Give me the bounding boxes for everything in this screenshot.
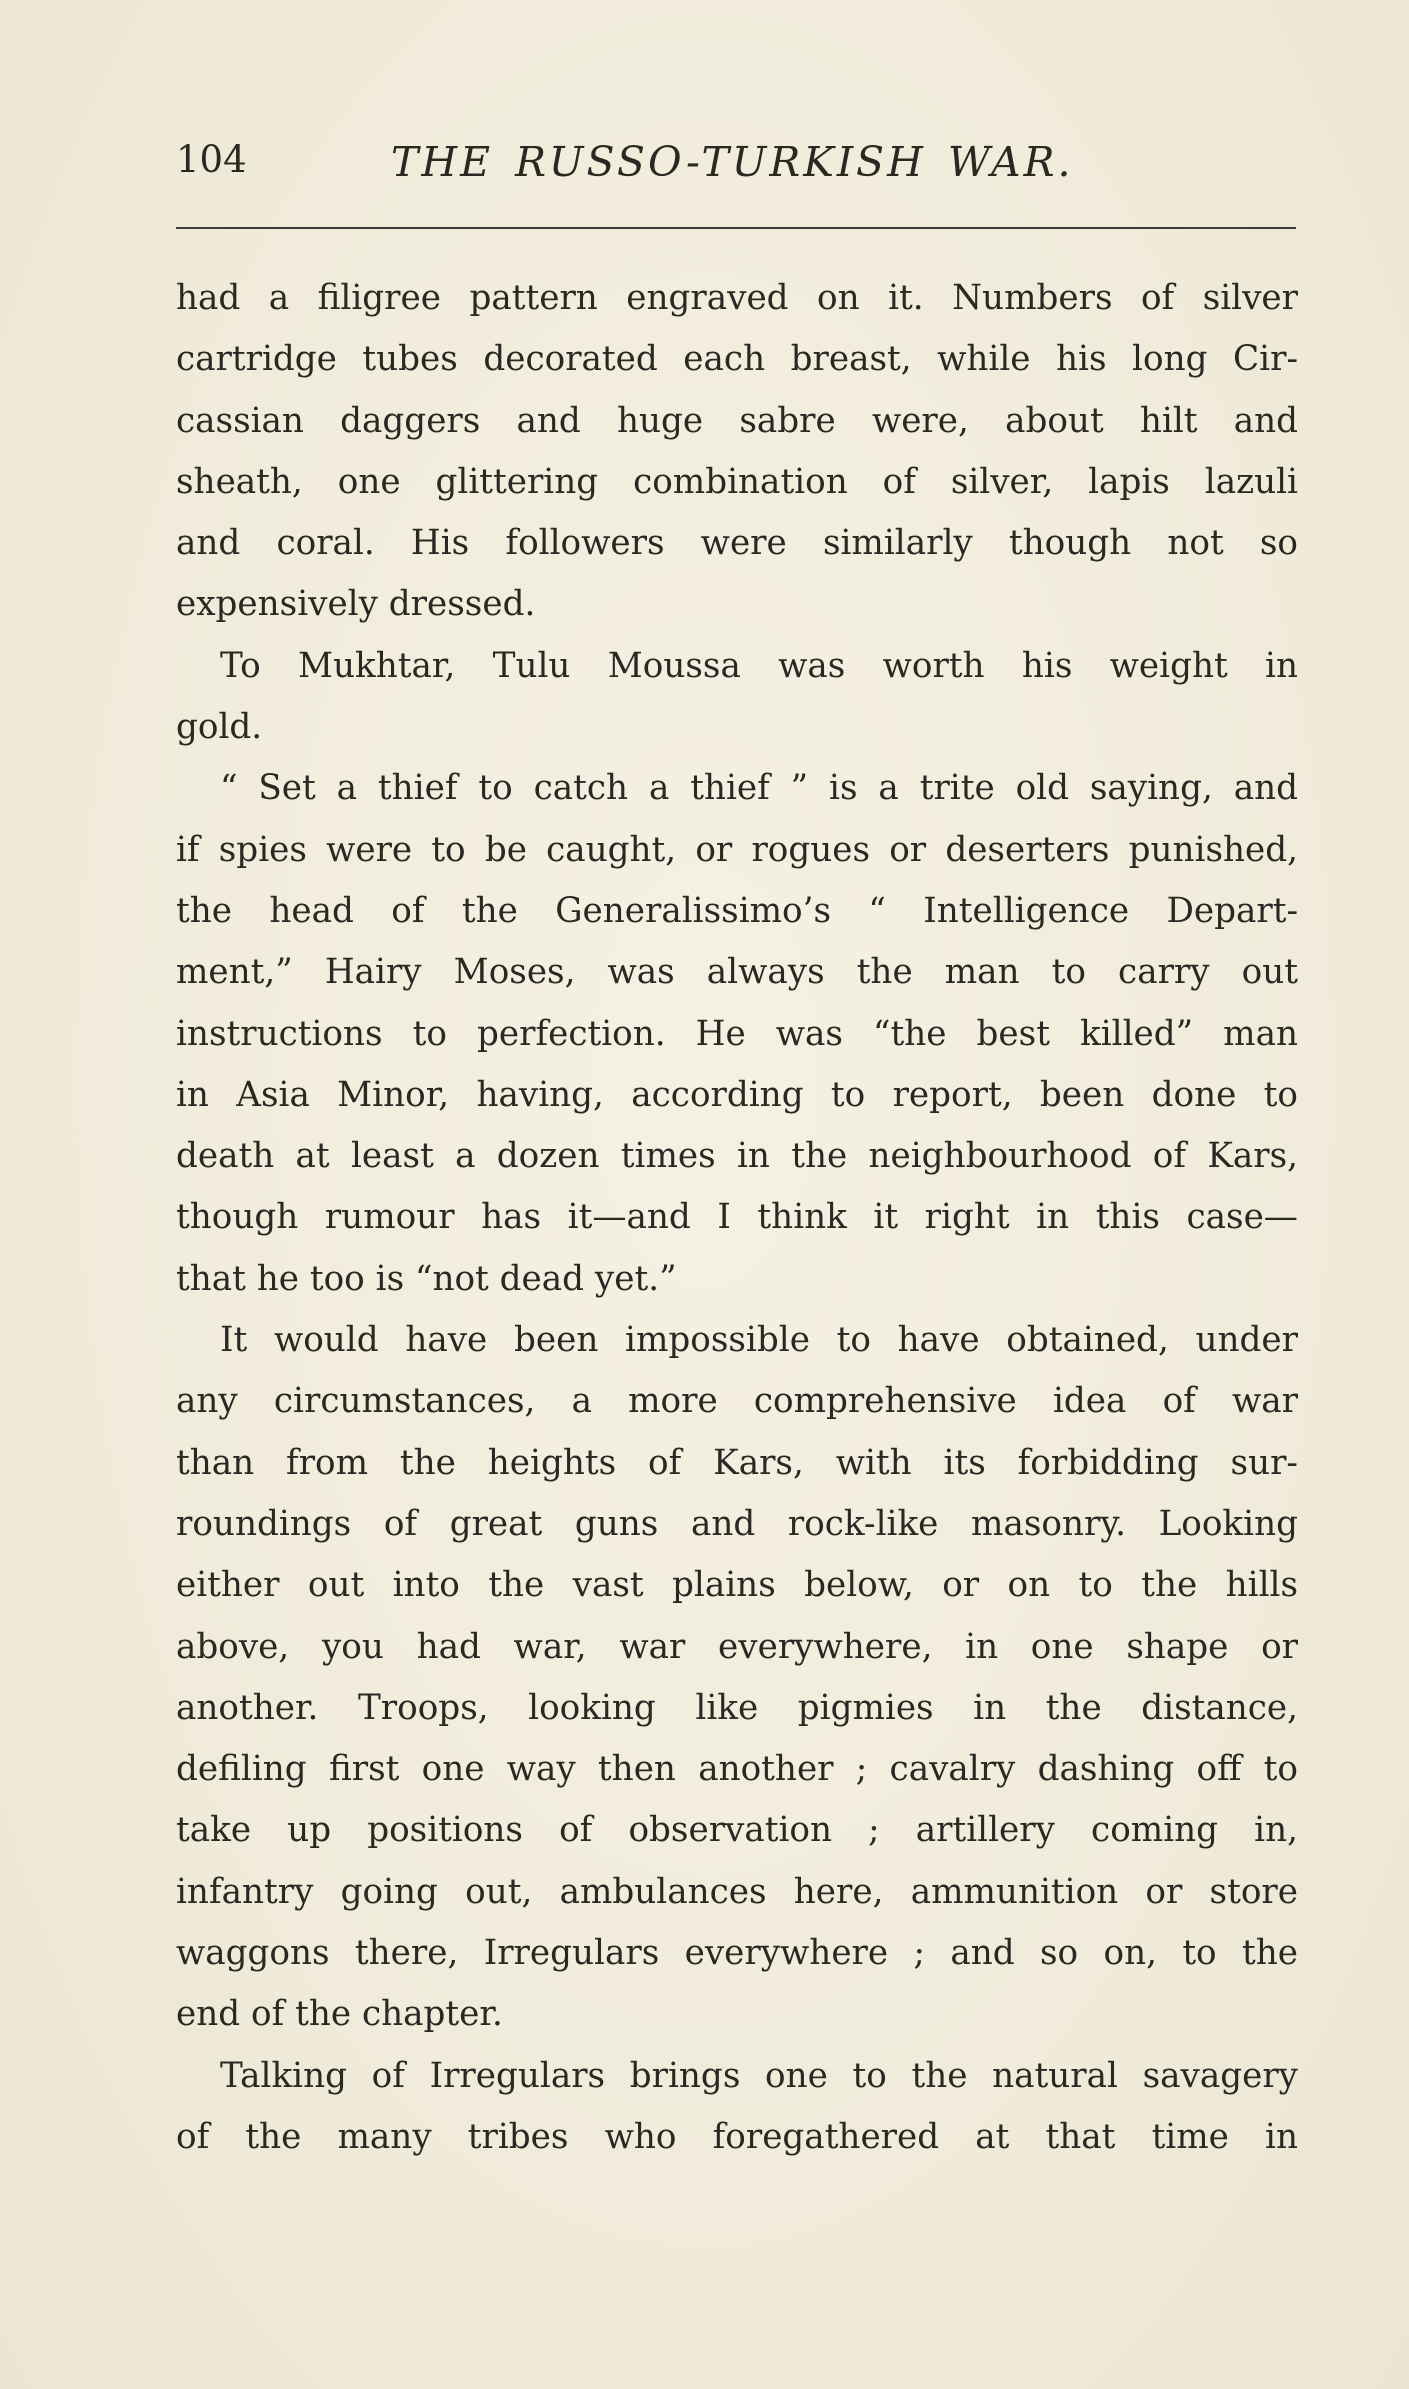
text-line: than from the heights of Kars, with its forbidding sur- [176, 1442, 1298, 1483]
text-line: Talking of Irregulars brings one to the natural savagery [220, 2055, 1298, 2096]
text-line: any circumstances, a more comprehensive idea of war [176, 1381, 1298, 1422]
page-number: 104 [176, 138, 247, 181]
page-header [176, 138, 1296, 198]
text-line: of the many tribes who foregathered at that time in [176, 2116, 1298, 2157]
text-line: It would have been impossible to have obtained, under [220, 1320, 1298, 1361]
text-line: “ Set a thief to catch a thief ” is a trite old saying, and [220, 768, 1298, 809]
text-line: if spies were to be caught, or rogues or deserters punished, [176, 829, 1298, 870]
text-line: had a filigree pattern engraved on it. Numbers of silver [176, 278, 1298, 318]
text-line: cassian daggers and huge sabre were, about hilt and [176, 400, 1298, 441]
running-title: THE RUSSO-TURKISH WAR. [391, 138, 1074, 186]
text-line: instructions to perfection. He was “the best killed” man [176, 1013, 1298, 1054]
text-line: in Asia Minor, having, according to report, been done to [176, 1074, 1298, 1115]
text-line: either out into the vast plains below, or on to the hills [176, 1565, 1298, 1606]
text-line: To Mukhtar, Tulu Moussa was worth his weight in [220, 645, 1298, 686]
text-line: end of the chapter. [176, 1994, 503, 2035]
body-text [176, 268, 1298, 2168]
text-line: above, you had war, war everywhere, in one shape or [176, 1626, 1298, 1667]
text-line: waggons there, Irregulars everywhere ; and so on, to the [176, 1933, 1298, 1974]
text-line: defiling first one way then another ; cavalry dashing off to [176, 1749, 1298, 1790]
text-line: cartridge tubes decorated each breast, while his long Cir- [176, 339, 1298, 380]
header-rule [176, 227, 1296, 229]
text-line: gold. [176, 707, 263, 748]
text-line: another. Troops, looking like pigmies in the distance, [176, 1687, 1298, 1728]
text-line: ment,” Hairy Moses, was always the man to carry out [176, 952, 1298, 993]
text-line: take up positions of observation ; artillery coming in, [176, 1810, 1298, 1851]
text-line: death at least a dozen times in the neighbourhood of Kars, [176, 1136, 1298, 1177]
text-line: roundings of great guns and rock-like masonry. Looking [176, 1503, 1298, 1544]
text-line: expensively dressed. [176, 584, 536, 625]
text-line: sheath, one glittering combination of silver, lapis lazuli [176, 461, 1298, 502]
text-line: infantry going out, ambulances here, ammunition or store [176, 1871, 1298, 1912]
text-line: and coral. His followers were similarly though not so [176, 523, 1298, 564]
text-line: though rumour has it—and I think it right in this case— [176, 1197, 1298, 1238]
text-line: the head of the Generalissimo’s “ Intelligence Depart- [176, 890, 1298, 931]
text-line: that he too is “not dead yet.” [176, 1258, 677, 1299]
